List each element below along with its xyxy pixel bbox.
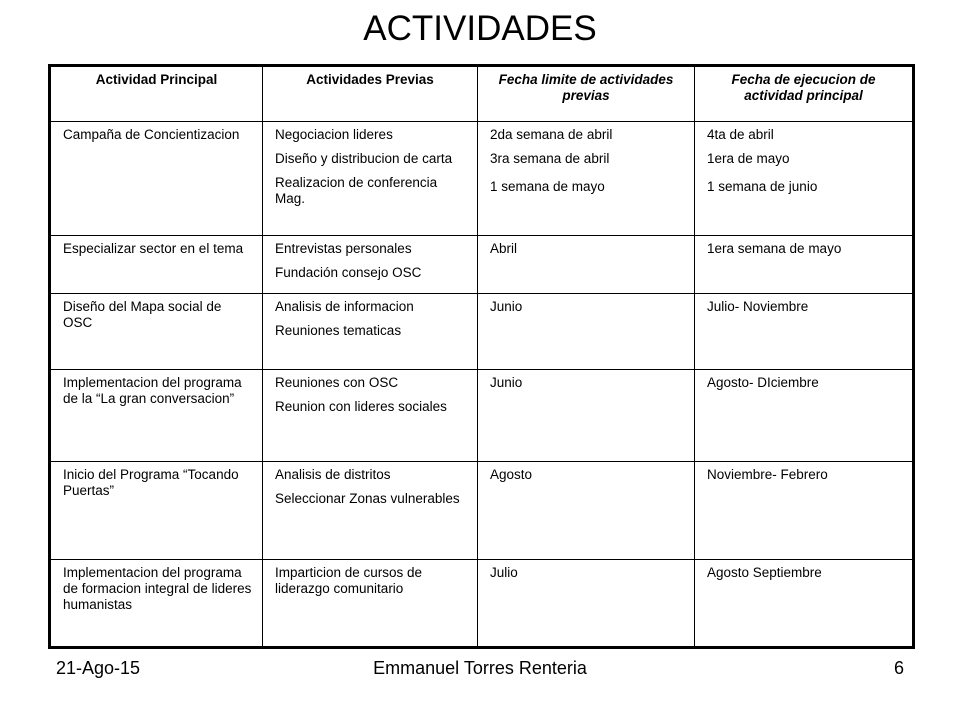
table-row: [50, 560, 914, 648]
cell-actividades-previas: [263, 122, 478, 236]
cell-fecha-limite: [478, 122, 695, 236]
cell-fecha-limite: [478, 294, 695, 370]
table-row: [50, 294, 914, 370]
table-row: [50, 462, 914, 560]
cell-text: Implementacion del programa de formacion integral de lideres humanistas: [63, 565, 252, 612]
cell-actividades-previas: [263, 560, 478, 648]
footer-page-number: 6: [893, 658, 904, 678]
cell-text: Reuniones tematicas: [275, 323, 402, 338]
cell-fecha-limite: [478, 370, 695, 462]
cell-text: Julio- Noviembre: [707, 299, 809, 314]
header-fecha-limite: Fecha limite de actividades previas: [478, 66, 695, 122]
cell-text: 1 semana de mayo: [490, 179, 605, 194]
footer-date: 21-Ago-15: [56, 658, 141, 678]
cell-text: 1era semana de mayo: [707, 241, 842, 256]
cell-text: Junio: [490, 299, 523, 314]
activities-table: [48, 64, 915, 649]
header-actividad-principal: Actividad Principal: [50, 66, 263, 122]
cell-text: Campaña de Concientizacion: [63, 127, 240, 142]
cell-actividades-previas: [263, 462, 478, 560]
cell-fecha-limite: [478, 236, 695, 294]
cell-fecha-limite: [478, 462, 695, 560]
cell-text: Analisis de informacion: [275, 299, 414, 314]
cell-text: Inicio del Programa “Tocando Puertas”: [63, 467, 239, 498]
cell-text: Realizacion de conferencia Mag.: [275, 175, 438, 206]
table-row: [50, 122, 914, 236]
cell-fecha-ejecucion: [695, 370, 914, 462]
cell-actividades-previas: [263, 370, 478, 462]
cell-text: Fundación consejo OSC: [275, 265, 422, 280]
cell-fecha-ejecucion: [695, 462, 914, 560]
cell-text: Imparticion de cursos de liderazgo comunitario: [275, 565, 423, 596]
cell-text: Agosto: [490, 467, 533, 482]
cell-text: Especializar sector en el tema: [63, 241, 244, 256]
cell-fecha-ejecucion: [695, 122, 914, 236]
cell-text: Reuniones con OSC: [275, 375, 399, 390]
cell-text: 3ra semana de abril: [490, 151, 610, 166]
cell-text: Reunion con lideres sociales: [275, 399, 447, 414]
cell-actividad-principal: [50, 122, 263, 236]
cell-text: Noviembre- Febrero: [707, 467, 828, 482]
cell-actividades-previas: [263, 294, 478, 370]
cell-actividad-principal: [50, 560, 263, 648]
header-fecha-ejecucion: Fecha de ejecucion de actividad principal: [695, 66, 914, 122]
cell-text: Junio: [490, 375, 523, 390]
footer-author: Emmanuel Torres Renteria: [373, 658, 587, 678]
cell-text: Agosto Septiembre: [707, 565, 822, 580]
cell-text: Diseño y distribucion de carta: [275, 151, 453, 166]
cell-text: Diseño del Mapa social de OSC: [63, 299, 222, 330]
cell-text: 1era de mayo: [707, 151, 790, 166]
cell-actividad-principal: [50, 236, 263, 294]
cell-actividad-principal: [50, 462, 263, 560]
cell-text: 1 semana de junio: [707, 179, 818, 194]
cell-text: Analisis de distritos: [275, 467, 391, 482]
cell-text: Agosto- DIciembre: [707, 375, 819, 390]
table-row: [50, 236, 914, 294]
cell-text: Implementacion del programa de la “La gran conversacion”: [63, 375, 242, 406]
cell-actividades-previas: [263, 236, 478, 294]
cell-text: Negociacion lideres: [275, 127, 393, 142]
cell-fecha-ejecucion: [695, 236, 914, 294]
cell-fecha-limite: [478, 560, 695, 648]
cell-text: Seleccionar Zonas vulnerables: [275, 491, 460, 506]
slide-title: ACTIVIDADES: [363, 9, 597, 48]
table-row: [50, 370, 914, 462]
cell-fecha-ejecucion: [695, 294, 914, 370]
header-row: [50, 66, 914, 122]
cell-text: Julio: [490, 565, 518, 580]
cell-text: 4ta de abril: [707, 127, 774, 142]
cell-text: Entrevistas personales: [275, 241, 412, 256]
cell-actividad-principal: [50, 294, 263, 370]
cell-actividad-principal: [50, 370, 263, 462]
cell-fecha-ejecucion: [695, 560, 914, 648]
cell-text: Abril: [490, 241, 518, 256]
header-actividades-previas: Actividades Previas: [263, 66, 478, 122]
cell-text: 2da semana de abril: [490, 127, 613, 142]
